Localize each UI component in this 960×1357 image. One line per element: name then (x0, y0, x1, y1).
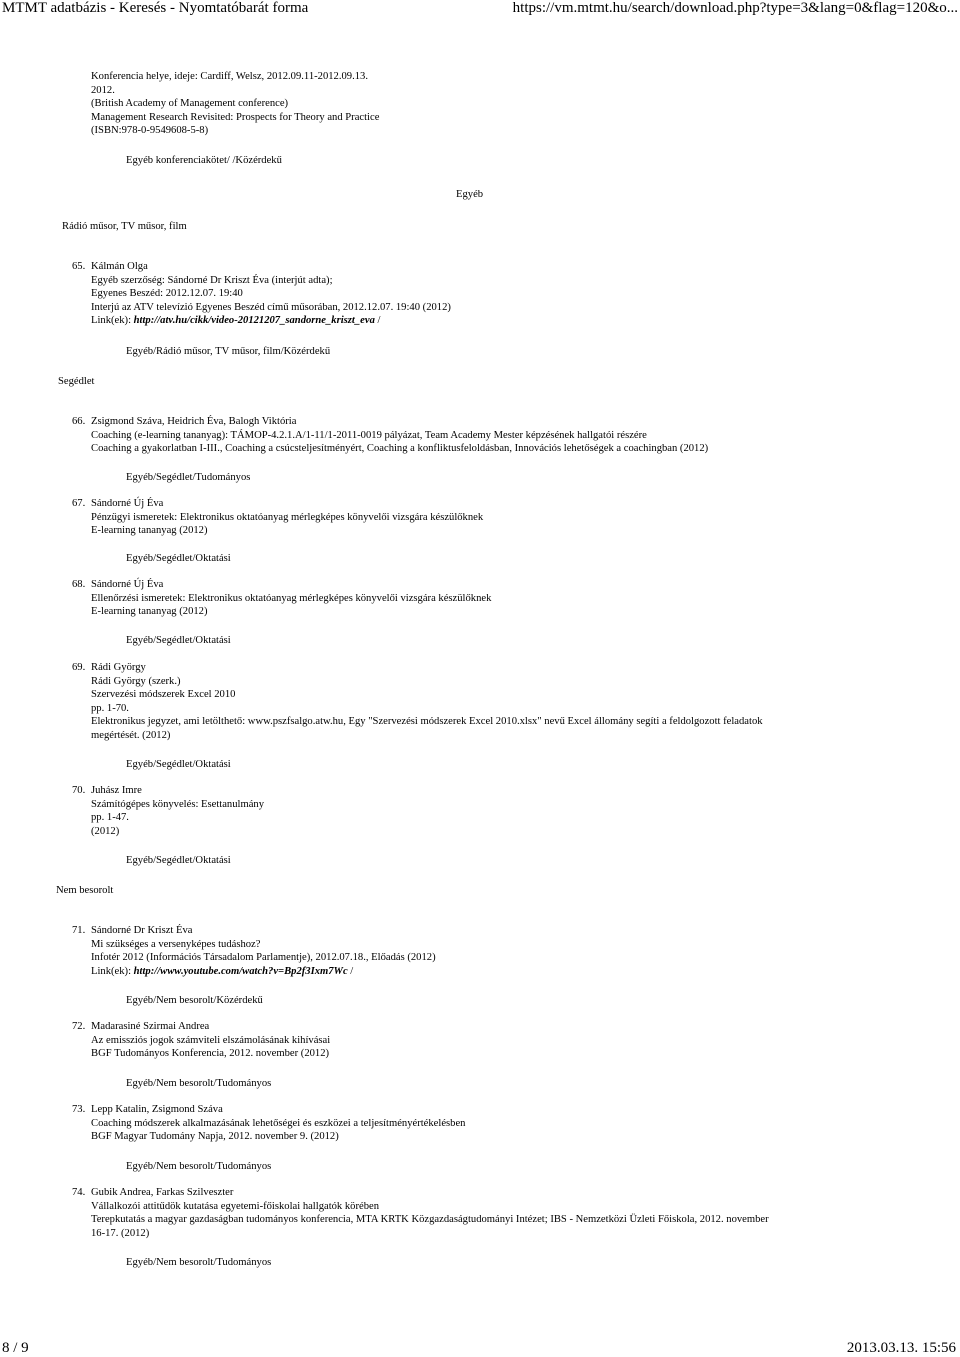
print-footer (0, 1340, 960, 1357)
entry-number: 71. (72, 925, 86, 936)
list-item (72, 578, 491, 619)
entry-number: 67. (72, 498, 86, 509)
entry-line: Az emissziós jogok számviteli elszámolásának kihívásai (91, 1034, 331, 1046)
category-label: Egyéb/Segédlet/Oktatási (126, 855, 231, 866)
entry-link[interactable]: http://atv.hu/cikk/video-20121207_sandorne_kriszt_eva (133, 315, 375, 326)
entry-line: BGF Tudományos Konferencia, 2012. november (2012) (91, 1048, 330, 1059)
entry-authors: Sándorné Új Éva (91, 498, 164, 509)
link-suffix: / (347, 965, 354, 977)
entry-authors: Rádi György (91, 662, 146, 673)
entry-link[interactable]: http://www.youtube.com/watch?v=Bp2f3Ixm7Wc (133, 965, 348, 977)
category-label: Egyéb/Segédlet/Oktatási (126, 759, 231, 770)
top-line: (British Academy of Management conference) (91, 98, 289, 109)
entry-authors: Gubik Andrea, Farkas Szilveszter (91, 1187, 234, 1198)
entry-authors: Sándorné Új Éva (91, 579, 164, 590)
entry-line: Coaching a gyakorlatban I-III., Coaching a csúcsteljesítményért, Coaching a konfliktusfeloldásban, Innovációs lehetőségek a coachingban (2012) (91, 443, 709, 454)
entry-number: 69. (72, 662, 86, 673)
entry-authors: Juhász Imre (91, 785, 142, 796)
link-label: Link(ek): (91, 965, 134, 977)
entry-line: Egyenes Beszéd: 2012.12.07. 19:40 (91, 288, 243, 299)
category-label: Egyéb/Segédlet/Oktatási (126, 635, 231, 646)
entry-line: megértését. (2012) (91, 729, 171, 741)
entry-number: 74. (72, 1187, 86, 1198)
top-line: 2012. (91, 85, 115, 96)
entry-line: Elektronikus jegyzet, ami letölthető: www.pszfsalgo.atw.hu, Egy "Szervezési módszerek Excel 2010.xlsx" nevű Excel állomány segíti a feldolgozott feladatok (91, 716, 763, 727)
entry-authors: Lepp Katalin, Zsigmond Száva (91, 1104, 223, 1115)
page-url[interactable]: https://vm.mtmt.hu/search/download.php?type=3&lang=0&flag=120&o... (512, 0, 958, 16)
list-item (72, 1186, 769, 1240)
entry-number: 65. (72, 261, 86, 272)
entry-line: Vállalkozói attitűdök kutatása egyetemi-főiskolai hallgatók körében (91, 1200, 380, 1212)
entry-line: Interjú az ATV televízió Egyenes Beszéd című műsorában, 2012.12.07. 19:40 (2012) (91, 301, 451, 313)
category-label: Egyéb/Nem besorolt/Tudományos (126, 1161, 272, 1172)
page-title: MTMT adatbázis - Keresés - Nyomtatóbarát forma (2, 0, 309, 16)
top-line: (ISBN:978-0-9549608-5-8) (91, 125, 209, 136)
top-line: Konferencia helye, ideje: Cardiff, Welsz, 2012.09.11-2012.09.13. (91, 71, 368, 82)
list-item (72, 1020, 330, 1061)
section-heading-radio: Rádió műsor, TV műsor, film (62, 221, 187, 232)
link-label: Link(ek): (91, 315, 134, 326)
entry-line: Egyéb szerzőség: Sándorné Dr Kriszt Éva (interjút adta); (91, 274, 333, 286)
entry-line: Coaching módszerek alkalmazásának lehetőségei és eszközei a teljesítményértékelésben (91, 1117, 466, 1129)
entry-line: Szervezési módszerek Excel 2010 (91, 689, 236, 700)
entry-authors: Sándorné Dr Kriszt Éva (91, 925, 193, 936)
entry-line: Rádi György (szerk.) (91, 675, 181, 687)
entry-line: pp. 1-47. (91, 812, 129, 823)
entry-line: Ellenőrzési ismeretek: Elektronikus oktatóanyag mérlegképes könyvelői vizsgára készülőknek (91, 592, 492, 604)
entry-line: 16-17. (2012) (91, 1227, 150, 1239)
entry-line: E-learning tananyag (2012) (91, 606, 208, 617)
entry-number: 70. (72, 785, 86, 796)
print-header (0, 0, 960, 20)
entry-authors: Madarasiné Szirmai Andrea (91, 1021, 210, 1032)
entry-number: 73. (72, 1104, 86, 1115)
category-label: Egyéb/Rádió műsor, TV műsor, film/Közérdekű (126, 346, 331, 357)
list-item (72, 924, 436, 978)
print-timestamp: 2013.03.13. 15:56 (846, 1340, 956, 1356)
top-line: Management Research Revisited: Prospects for Theory and Practice (91, 112, 380, 123)
entry-line: Számítógépes könyvelés: Esettanulmány (91, 798, 264, 810)
category-label: Egyéb/Nem besorolt/Tudományos (126, 1257, 272, 1268)
category-label: Egyéb konferenciakötet/ /Közérdekű (126, 155, 282, 166)
entry-line: BGF Magyar Tudomány Napja, 2012. november 9. (2012) (91, 1131, 339, 1142)
list-item (72, 784, 264, 838)
entry-line: E-learning tananyag (2012) (91, 525, 208, 536)
entry-line: pp. 1-70. (91, 702, 129, 714)
entry-number: 66. (72, 416, 86, 427)
category-label: Egyéb/Nem besorolt/Tudományos (126, 1078, 272, 1089)
section-heading-nem-besorolt: Nem besorolt (56, 885, 114, 896)
entry-authors: Zsigmond Száva, Heidrich Éva, Balogh Viktória (91, 416, 297, 427)
entry-authors: Kálmán Olga (91, 261, 148, 272)
category-label: Egyéb/Segédlet/Tudományos (126, 472, 251, 483)
entry-line: Pénzügyi ismeretek: Elektronikus oktatóanyag mérlegképes könyvelői vizsgára készülőknek (91, 511, 484, 523)
list-item (72, 497, 483, 538)
category-label: Egyéb/Segédlet/Oktatási (126, 553, 231, 564)
category-label: Egyéb/Nem besorolt/Közérdekű (126, 995, 263, 1006)
list-item (72, 1103, 465, 1144)
entry-line: Terepkutatás a magyar gazdaságban tudományos konferencia, MTA KRTK Közgazdaságtudományi Intézet; IBS - Nemzetközi Üzleti Főiskola, 2012. november (91, 1214, 769, 1225)
entry-line: Coaching (e-learning tananyag): TÁMOP-4.2.1.A/1-11/1-2011-0019 pályázat, Team Academy Mester képzésének hallgatói részére (91, 429, 647, 441)
list-item (72, 260, 451, 328)
list-item (72, 661, 763, 742)
list-item (72, 415, 708, 456)
page-number: 8 / 9 (2, 1340, 29, 1356)
entry-line: (2012) (91, 825, 120, 837)
link-suffix: / (374, 315, 381, 326)
entry-line: Infotér 2012 (Információs Társadalom Parlamentje), 2012.07.18., Előadás (2012) (91, 952, 436, 963)
section-heading-egyeb: Egyéb (456, 189, 484, 200)
entry-line: Mi szükséges a versenyképes tudáshoz? (91, 938, 261, 950)
entry-number: 72. (72, 1021, 86, 1032)
entry-number: 68. (72, 579, 86, 590)
section-heading-segedlet: Segédlet (58, 376, 95, 387)
